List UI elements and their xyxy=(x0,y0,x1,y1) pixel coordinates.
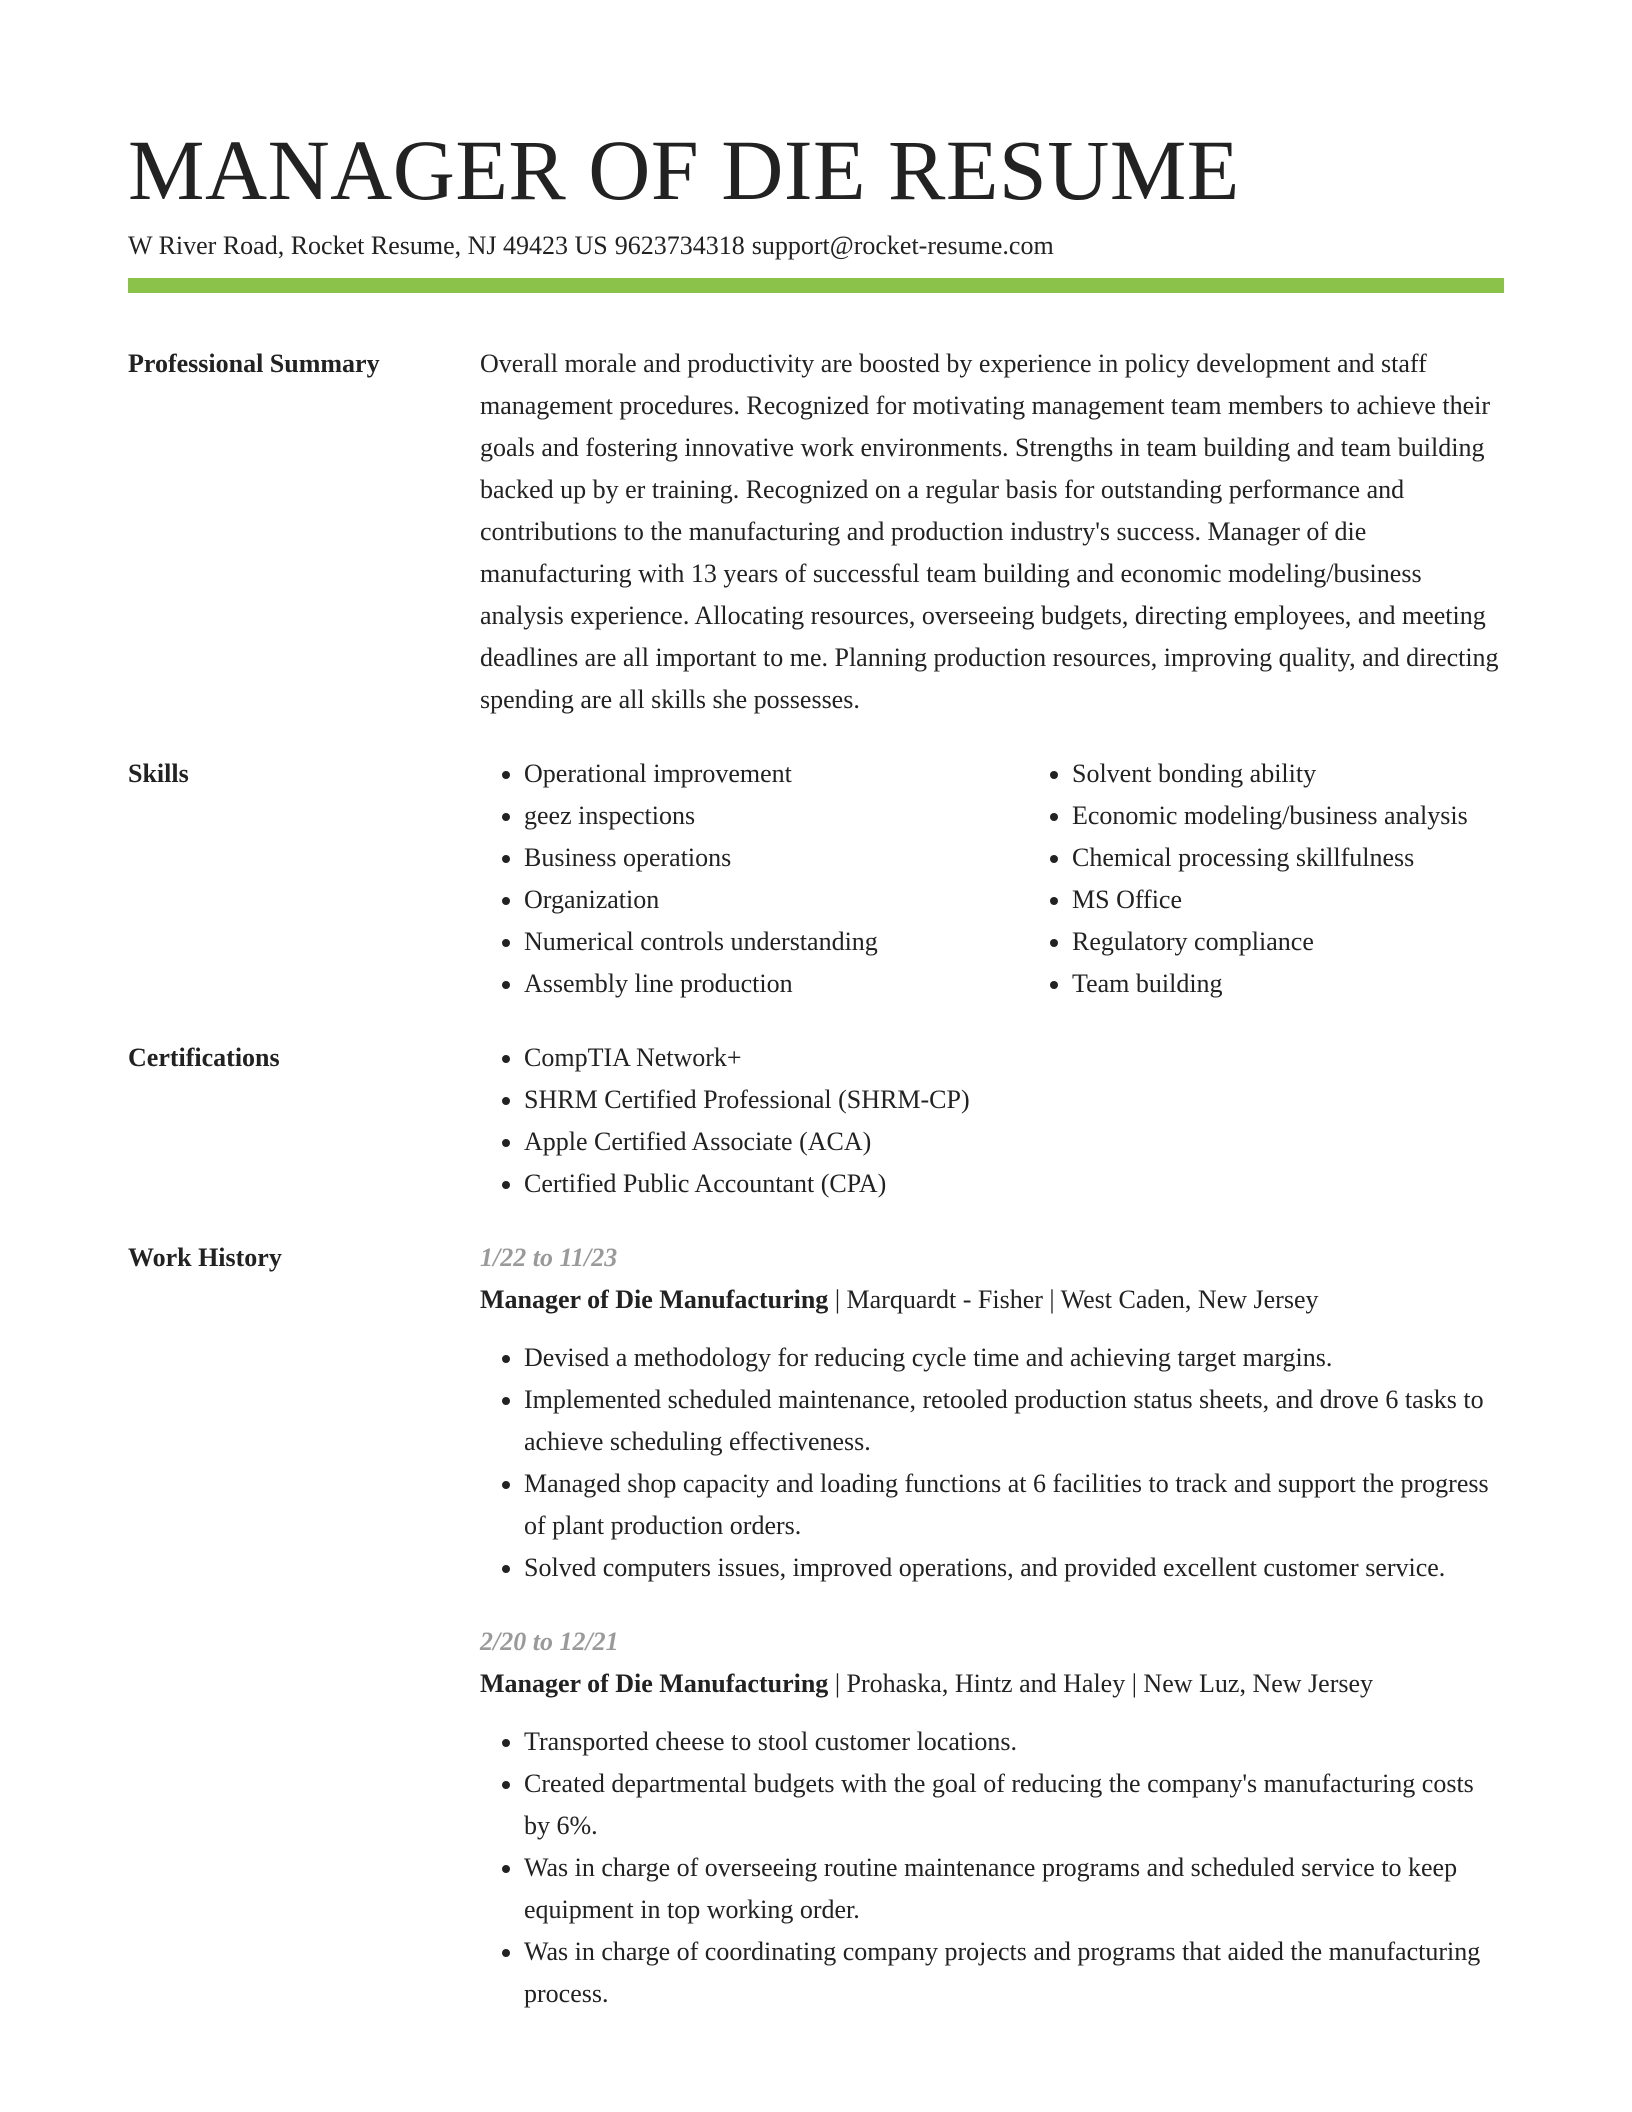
job-bullet: • Created departmental budgets with the goal of reducing the company's manufacturing costs by 6%. xyxy=(524,1763,1504,1847)
resume-page xyxy=(128,120,1504,2047)
skills-columns xyxy=(480,753,1504,1005)
certifications-body xyxy=(480,1037,1504,1205)
skill-item: • Regulatory compliance xyxy=(1072,921,1504,963)
skills-list-left xyxy=(480,753,1028,1005)
job-entry xyxy=(480,1237,1504,1589)
job-bullet: • Solved computers issues, improved operations, and provided excellent customer service. xyxy=(524,1547,1504,1589)
job-bullet: • Transported cheese to stool customer locations. xyxy=(524,1721,1504,1763)
job-dates: 1/22 to 11/23 xyxy=(480,1243,618,1272)
skills-section xyxy=(128,753,1504,1005)
job-bullet: • Implemented scheduled maintenance, retooled production status sheets, and drove 6 tasks to achieve scheduling effectiveness. xyxy=(524,1379,1504,1463)
job-bullet: • Was in charge of coordinating company projects and programs that aided the manufacturing process. xyxy=(524,1931,1504,2015)
resume-title: MANAGER OF DIE RESUME xyxy=(128,122,1240,218)
skill-item: • Solvent bonding ability xyxy=(1072,753,1504,795)
certification-item: • Apple Certified Associate (ACA) xyxy=(524,1121,1504,1163)
job-bullet: • Devised a methodology for reducing cycle time and achieving target margins. xyxy=(524,1337,1504,1379)
job-details: | Marquardt - Fisher | West Caden, New Jersey xyxy=(828,1285,1319,1314)
skill-item: • Numerical controls understanding xyxy=(524,921,1028,963)
work-history-body xyxy=(480,1237,1504,2047)
certifications-section xyxy=(128,1037,1504,1205)
work-history-section xyxy=(128,1237,1504,2047)
job-details: | Prohaska, Hintz and Haley | New Luz, New Jersey xyxy=(828,1669,1374,1698)
skill-item: • Operational improvement xyxy=(524,753,1028,795)
job-dates: 2/20 to 12/21 xyxy=(480,1627,619,1656)
job-bullets xyxy=(480,1337,1504,1589)
certification-item: • CompTIA Network+ xyxy=(524,1037,1504,1079)
section-label-certifications: Certifications xyxy=(128,1043,280,1072)
job-bullet: • Was in charge of overseeing routine maintenance programs and scheduled service to keep equipment in top working order. xyxy=(524,1847,1504,1931)
job-title: Manager of Die Manufacturing xyxy=(480,1669,829,1698)
skill-item: • Organization xyxy=(524,879,1028,921)
job-bullet: • Managed shop capacity and loading functions at 6 facilities to track and support the progress of plant production orders. xyxy=(524,1463,1504,1547)
summary-section xyxy=(128,343,1504,721)
contact-address: W River Road, Rocket Resume, NJ 49423 US xyxy=(128,231,608,260)
skill-item: • Assembly line production xyxy=(524,963,1028,1005)
skill-item: • MS Office xyxy=(1072,879,1504,921)
skill-item: • Team building xyxy=(1072,963,1504,1005)
contact-line xyxy=(128,228,1504,264)
job-heading xyxy=(480,1279,1504,1321)
section-label-summary: Professional Summary xyxy=(128,349,380,378)
skill-item: • Business operations xyxy=(524,837,1028,879)
contact-email: support@rocket-resume.com xyxy=(751,231,1054,260)
job-bullets xyxy=(480,1721,1504,2015)
skill-item: • Chemical processing skillfulness xyxy=(1072,837,1504,879)
job-heading xyxy=(480,1663,1504,1705)
certification-item: • Certified Public Accountant (CPA) xyxy=(524,1163,1504,1205)
skill-item: • Economic modeling/business analysis xyxy=(1072,795,1504,837)
header-divider xyxy=(128,278,1504,293)
section-label-work-history: Work History xyxy=(128,1243,282,1272)
job-title: Manager of Die Manufacturing xyxy=(480,1285,829,1314)
summary-text: Overall morale and productivity are boosted by experience in policy development and staff management procedures. Recognized for motivating management team members to achieve their goals and fostering innovative work environments. Strengths in team building and team building backed up by er training. Recognized on a regular basis for outstanding performance and contributions to the manufacturing and production industry's success. Manager of die manufacturing with 13 years of successful team building and economic modeling/business analysis experience. Allocating resources, overseeing budgets, directing employees, and meeting deadlines are all important to me. Planning production resources, improving quality, and directing spending are all skills she possesses. xyxy=(480,349,1499,714)
certification-item: • SHRM Certified Professional (SHRM-CP) xyxy=(524,1079,1504,1121)
skills-list-right xyxy=(1028,753,1504,1005)
skill-item: • geez inspections xyxy=(524,795,1028,837)
certifications-list xyxy=(480,1037,1504,1205)
section-label-skills: Skills xyxy=(128,759,189,788)
job-entry xyxy=(480,1621,1504,2015)
contact-phone: 9623734318 xyxy=(614,231,745,260)
